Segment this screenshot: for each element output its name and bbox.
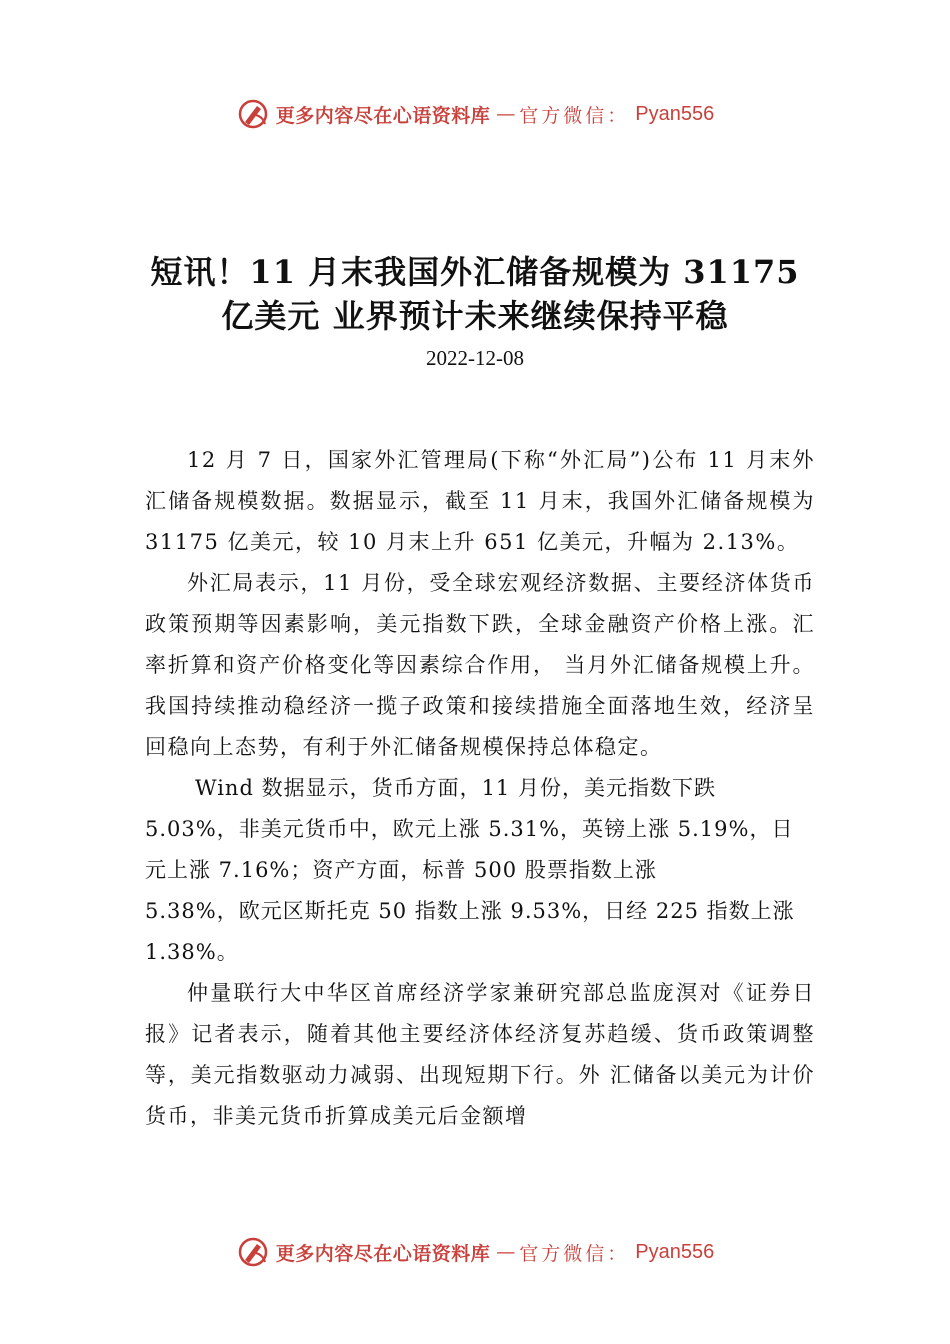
watermark-separator: — [496,1241,514,1263]
article-date: 2022-12-08 [426,346,524,370]
brand-logo-icon [236,97,270,131]
watermark-wechat-label: 官方微信： [519,1242,630,1265]
watermark-wechat-id: Pyan556 [635,1240,715,1263]
paragraph-4: 仲量联行大中华区首席经济学家兼研究部总监庞溟对《证券日报》记者表示，随着其他主要经济体经济复苏趋缓、货币政策调整等，美元指数驱动力减弱、出现短期下行。外 汇储备以美元为计价货币，非美元货币折算成美元后金额增 [145,981,815,1128]
watermark-wechat-label: 官方微信： [519,104,630,127]
article-title [100,250,850,338]
paragraph-1: 12 月 7 日，国家外汇管理局(下称“外汇局”)公布 11 月末外汇储备规模数据。数据显示，截至 11 月末，我国外汇储备规模为 31175 亿美元，较 10 月末上升 651 亿美元，升幅为 2.13%。 [145,448,815,554]
watermark-brand-text: 更多内容尽在心语资料库 [275,104,491,127]
watermark-wechat-id: Pyan556 [635,102,715,125]
paragraph-3-line-4: 1.38%。 [145,940,239,964]
article-title-line-2: 亿美元 业界预计未来继续保持平稳 [221,297,729,335]
paragraph-2: 外汇局表示，11 月份，受全球宏观经济数据、主要经济体货币政策预期等因素影响，美元指数下跌，全球金融资产价格上涨。汇率折算和资产价格变化等因素综合作用， 当月外汇储备规模上升。我国持续推动稳经济一揽子政策和接续措施全面落地生效，经济呈回稳向上态势，有利于外汇储备规模保持总体稳定。 [145,571,815,759]
paragraph-3 [145,768,815,973]
article-body [145,440,815,1137]
article-title-line-1: 短讯！11 月末我国外汇储备规模为 31175 [150,253,800,291]
watermark-separator: — [496,103,514,125]
paragraph-3-line-1: Wind 数据显示，货币方面，11 月份，美元指数下跌 [195,776,716,800]
watermark-brand-text: 更多内容尽在心语资料库 [275,1242,491,1265]
brand-logo-icon [236,1235,270,1269]
paragraph-3-line-3: 5.38%，欧元区斯托克 50 指数上涨 9.53%，日经 225 指数上涨 [145,899,795,923]
footer-watermark [0,1232,950,1272]
paragraph-3-line-2: 5.03%，非美元货币中，欧元上涨 5.31%，英镑上涨 5.19%，日元上涨 7.16%；资产方面，标普 500 股票指数上涨 [145,817,794,882]
header-watermark [0,94,950,134]
